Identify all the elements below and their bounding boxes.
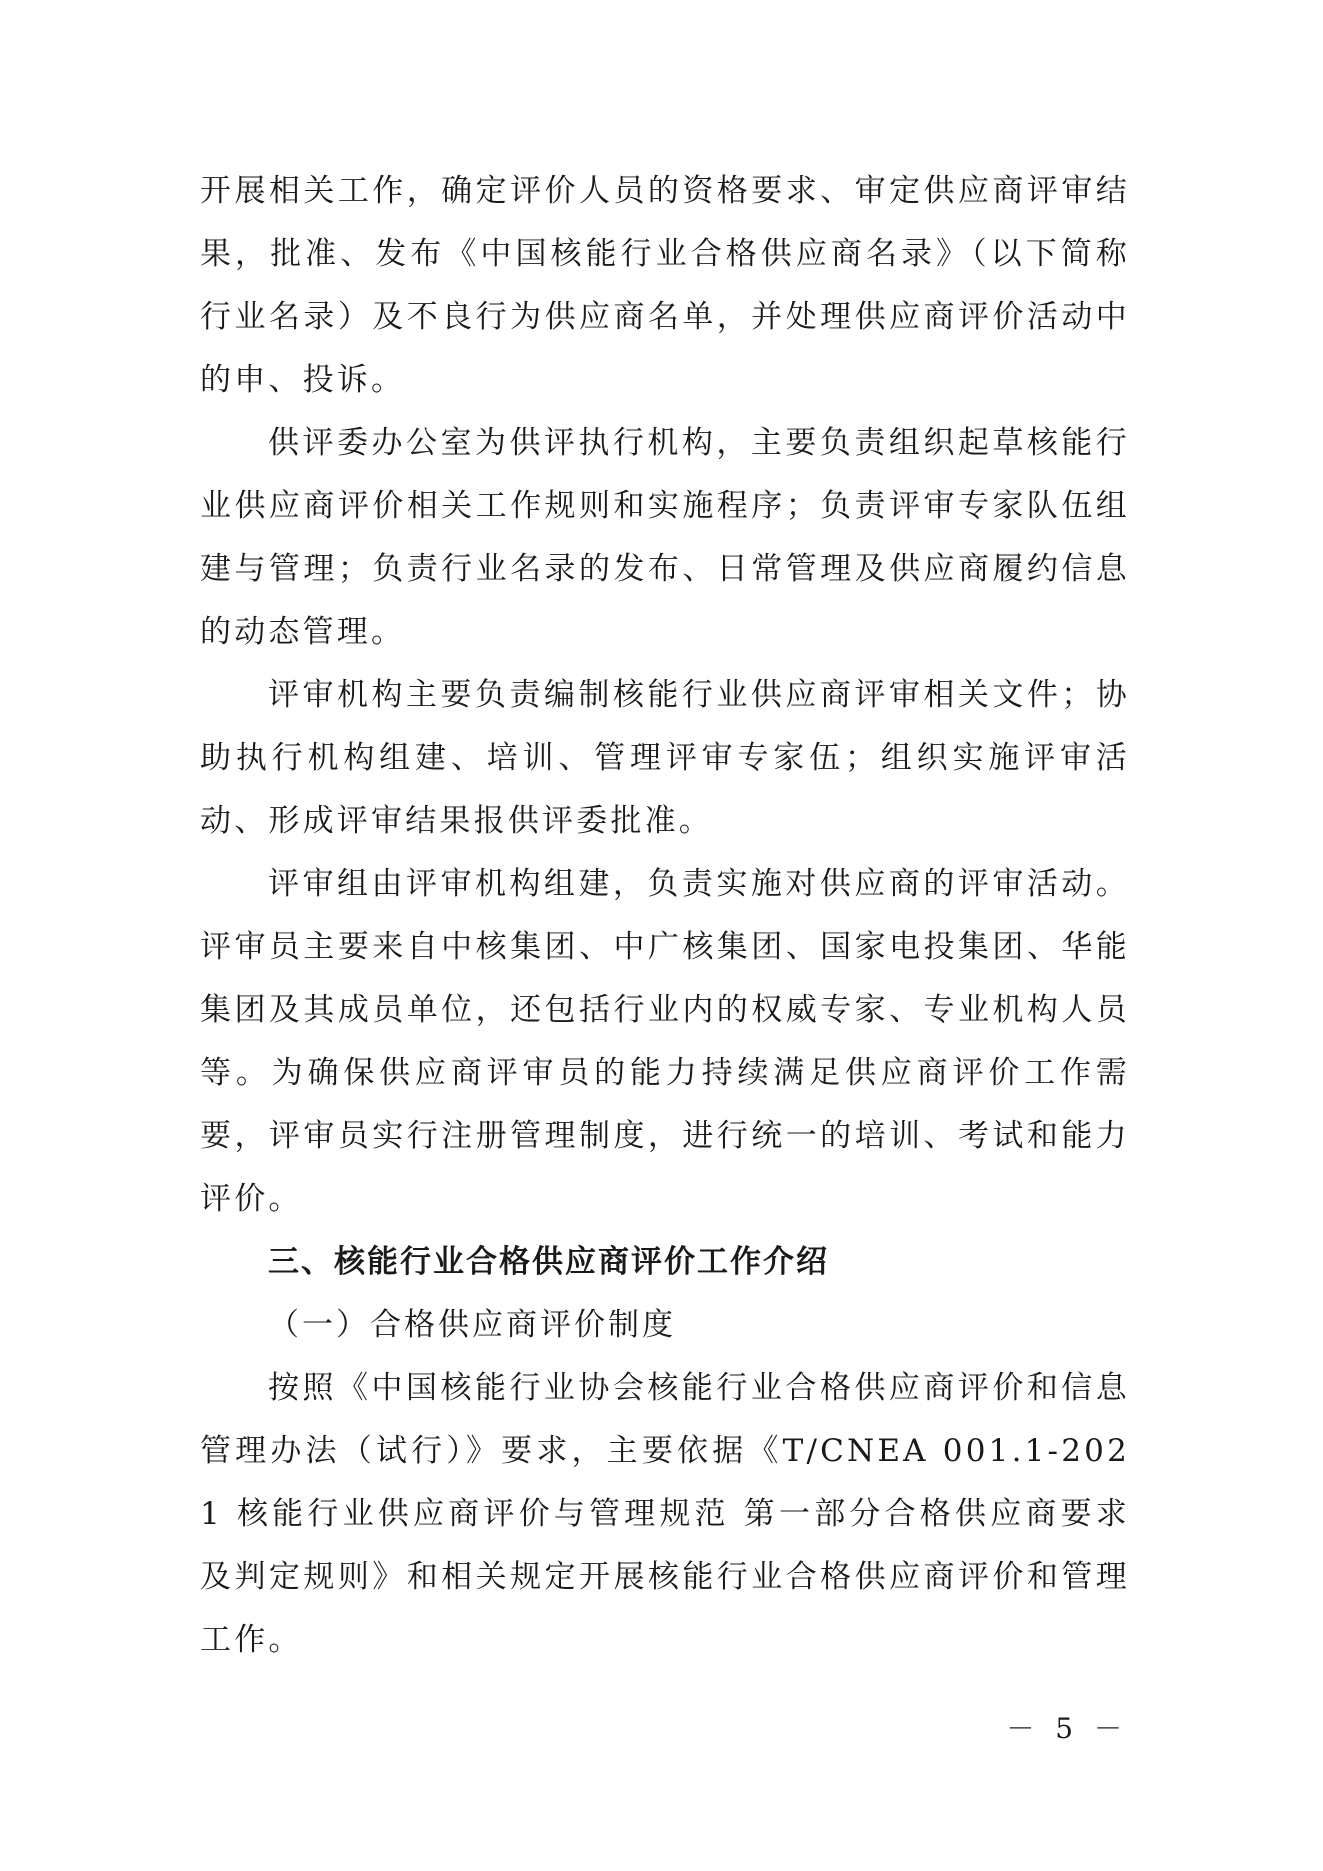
paragraph-review-team: 评审组由评审机构组建，负责实施对供应商的评审活动。评审员主要来自中核集团、中广核集团、国家电投集团、华能集团及其成员单位，还包括行业内的权威专家、专业机构人员等。为确保供应商评审员的能力持续满足供应商评价工作需要，评审员实行注册管理制度，进行统一的培训、考试和能力评价。 (200, 866, 1130, 1217)
page-number: － 5 － (1006, 1712, 1128, 1745)
paragraph-office-duties: 供评委办公室为供评执行机构，主要负责组织起草核能行业供应商评价相关工作规则和实施程序；负责评审专家队伍组建与管理；负责行业名录的发布、日常管理及供应商履约信息的动态管理。 (200, 425, 1130, 650)
paragraph-evaluation-basis: 按照《中国核能行业协会核能行业合格供应商评价和信息管理办法（试行）》要求，主要依据《T/CNEA 001.1-2021 核能行业供应商评价与管理规范 第一部分合格供应商要求及判定规则》和相关规定开展核能行业合格供应商评价和管理工作。 (200, 1370, 1130, 1658)
subsection-heading: （一）合格供应商评价制度 (268, 1307, 676, 1343)
paragraph-continuation: 开展相关工作，确定评价人员的资格要求、审定供应商评审结果，批准、发布《中国核能行业合格供应商名录》（以下简称行业名录）及不良行为供应商名单，并处理供应商评价活动中的申、投诉。 (200, 173, 1130, 398)
paragraph-review-agency: 评审机构主要负责编制核能行业供应商评审相关文件；协助执行机构组建、培训、管理评审专家伍；组织实施评审活动、形成评审结果报供评委批准。 (200, 677, 1130, 839)
document-body (200, 160, 1130, 1672)
section-heading: 三、核能行业合格供应商评价工作介绍 (268, 1244, 829, 1280)
